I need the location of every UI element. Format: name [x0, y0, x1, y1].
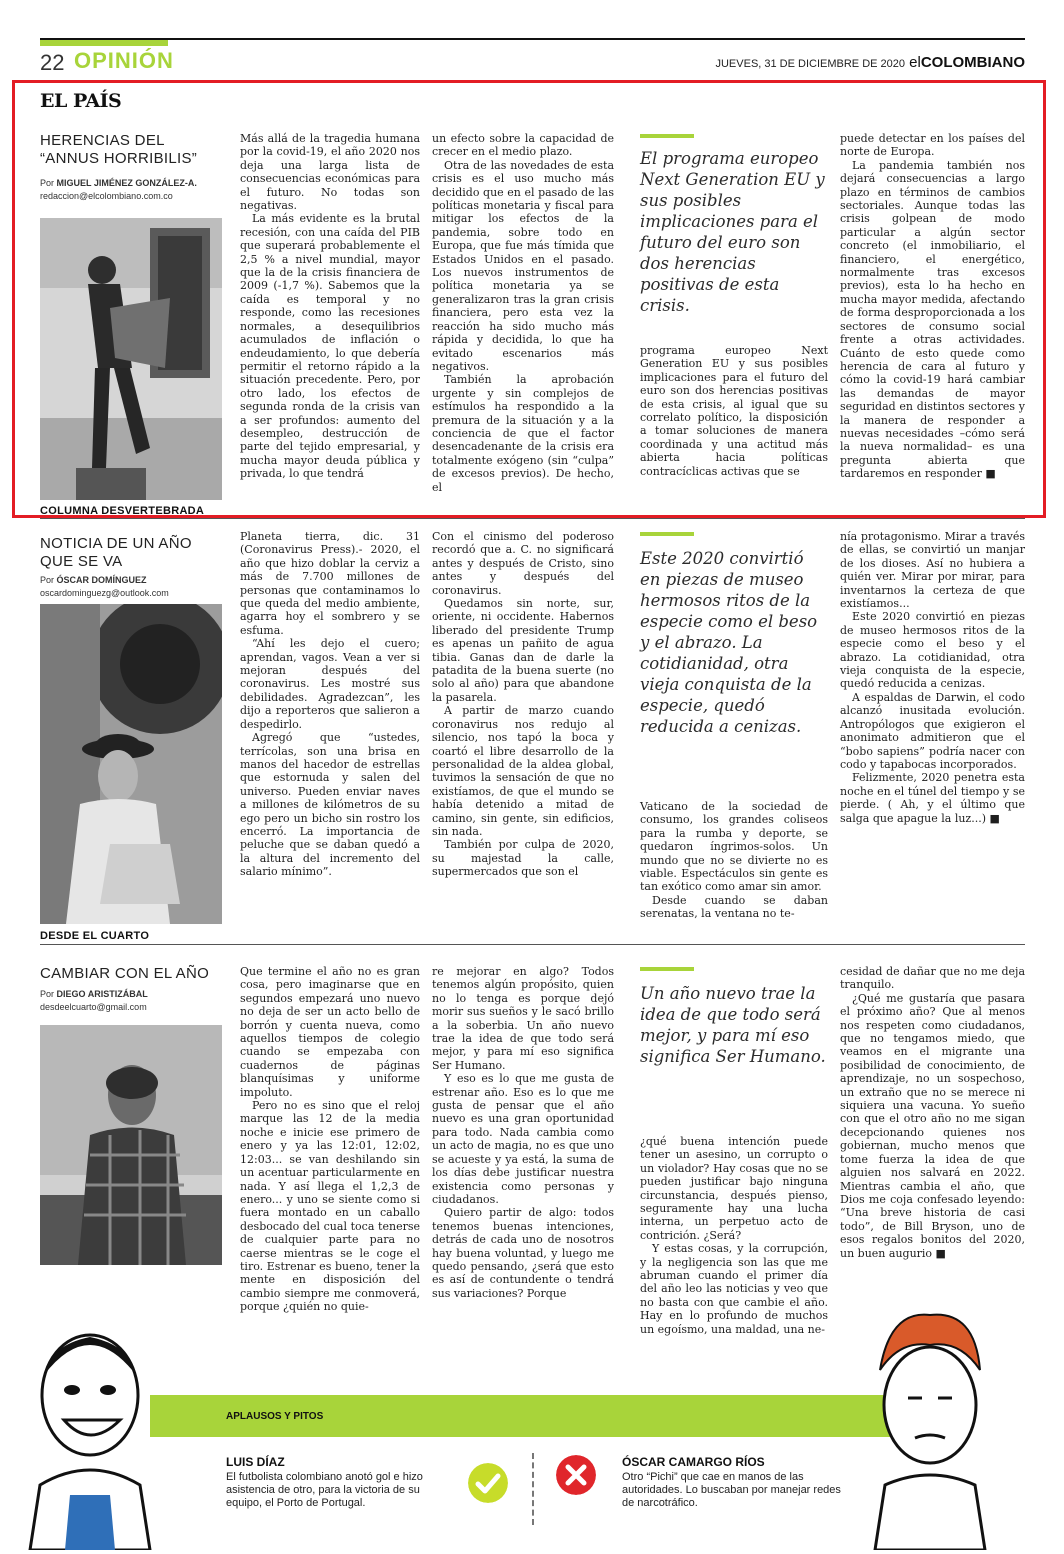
paragraph: ¿Qué me gustaría que pasara el próximo año? Que al menos nos respeten como ciudadanos, que no tengamos miedo, que veamos en el migrante una posibilidad de conocimiento, de aprendizaje, no un sospechoso, un extraño que no se merece ni siquiera una vacuna. Yo sueño con que el otro año no me sigan decepcionando quienes nos gobiernan, mucho menos que tome fuerza la idea de que alguien nos salvará en 2022. Mientras cambia el año, que Dios me coja confesado leyendo: “Una breve historia de casi todo”, de Bill Bryson, uno de esos regalos bonitos del 2020, un buen augurio ■: [840, 991, 1025, 1260]
paragraph: Y estas cosas, y la corrupción, y la negligencia son las que me abruman cuando el primer día del año leo las noticias y veo que no basta con que cambie el año. Hay en lo profundo de muchos un egoísmo, una maldad, una ne-: [640, 1242, 828, 1336]
article-noticia: [40, 530, 1025, 930]
article-column-4: [840, 530, 1025, 825]
article-headline: NOTICIA DE UN AÑO QUE SE VA: [40, 535, 192, 570]
paragraph: Desde cuando se daban serenatas, la ventana no te-: [640, 893, 828, 921]
section-divider: [40, 518, 1025, 519]
paragraph: nía protagonismo. Mirar a través de ellas, se convirtió un manjar de los dioses. Así no hubiera a quién ver. Mirar por mirar, para inventarnos la certeza de que existíamos...: [840, 530, 1025, 611]
column-kicker: DESDE EL CUARTO: [40, 930, 150, 942]
article-byline: [40, 178, 230, 188]
article-column-3: [640, 1135, 828, 1336]
cross-icon: [556, 1455, 596, 1495]
article-column-3: [640, 800, 828, 921]
paragraph: re mejorar en algo? Todos tenemos algún propósito, quien no lo tenga es porque dejó morir sus sueños y le sacó brillo a la soberbia. Un año nuevo trae la idea de que todo será mejor, y para mí eso significa Ser Humano.: [432, 965, 614, 1072]
author-name: MIGUEL JIMÉNEZ GONZÁLEZ-A.: [56, 178, 197, 188]
article-column-2: [432, 132, 614, 494]
column-kicker: COLUMNA DESVERTEBRADA: [40, 505, 205, 517]
pullquote: El programa europeo Next Generation EU y sus posibles implicaciones para el futuro del euro son dos herencias positivas de esta crisis.: [640, 149, 825, 315]
paragraph: Y eso es lo que me gusta de estrenar año. Eso es lo que me gusta de pensar que el año nuevo es una gran oportunidad para todo. Nada cambia como un acto de magia, no es que uno se acueste y ya está, la suma de los días debe justificar nuestra existencia como personas y ciudadanos.: [432, 1072, 614, 1206]
author-email[interactable]: redaccion@elcolombiano.com.co: [40, 191, 173, 201]
author-name: DIEGO ARISTIZÁBAL: [56, 989, 148, 999]
paragraph: ¿qué buena intención puede tener un asesino, un corrupto o un violador? Hay cosas que no se pueden justificar bajo ninguna circunstancia, después pienso, seguramente hay una lucha interna, un perpetuo acto de contrición. ¿Será?: [640, 1135, 828, 1242]
pullquote: Un año nuevo trae la idea de que todo será mejor, y para mí eso significa Ser Humano.: [640, 984, 826, 1066]
newspaper-logo-name: COLOMBIANO: [920, 54, 1025, 71]
pito-name: ÓSCAR CAMARGO RÍOS: [622, 1455, 765, 1469]
aplausos-y-pitos: [0, 1395, 1064, 1554]
author-email[interactable]: desdeelcuarto@gmail.com: [40, 1002, 147, 1012]
article-column-1: [240, 965, 420, 1314]
check-icon: [468, 1463, 508, 1503]
footer-separator: [532, 1453, 534, 1525]
paragraph: También por culpa de 2020, su majestad la calle, supermercados que son el: [432, 838, 614, 879]
masthead: [40, 38, 1025, 74]
issue-date: JUEVES, 31 DE DICIEMBRE DE 2020: [715, 58, 905, 70]
columnist-photo: [40, 604, 222, 924]
paragraph: Que termine el año no es gran cosa, pero imaginarse que en segundos empezará uno nuevo no deja de ser un acto bello de borrón y cuenta nueva, como aquellos tiempos de colegio cuando se empezaba con cuadernos de páginas blanquísimas y uniforme impoluto.: [240, 965, 420, 1099]
pullquote-accent-bar: [640, 532, 694, 536]
paragraph: Este 2020 convirtió en piezas de museo hermosos ritos de la especie como el beso y el abrazo. La cotidianidad, otra vieja conquista de la especie, quedó reducida a cenizas.: [840, 610, 1025, 691]
masthead-accent-bar: [40, 40, 168, 46]
article-herencias: [40, 90, 1025, 510]
paragraph: Pero no es sino que el reloj marque las 12 de la media noche e inicie ese primero de enero y ya las 12:01, 12:02, 12:03... se van deshilando sin un acentuar particularmente en nada. Y así llega el 1,2,3 de enero... y uno se siente como si fuera montado en un caballo desbocado del cual toca tenerse de cualquier parte para no caerse mientras se le coge el tiro. Estrenar es bueno, tener la mente en disposición del cambio siempre me conmoverá, porque ¿quién no quie-: [240, 1099, 420, 1314]
paragraph: programa europeo Next Generation EU y sus posibles implicaciones para el futuro del euro son dos herencias positivas de esta crisis, al igual que su correlato político, la disposición a tomar soluciones de manera coordinada y una actitud más abierta hacia políticas contracíclicas activas que se: [640, 344, 828, 478]
paragraph: Otra de las novedades de esta crisis es el uso mucho más decidido que en el pasado de las políticas monetaria y fiscal para mitigar los efectos de la pandemia, sobre todo en Europa, que fue más tímida que Estados Unidos en el pasado. Los nuevos instrumentos de política monetaria ya se generalizaron tras la gran crisis financiera, pero esta vez la reacción ha sido mucho más rápida y decidida, lo que ha evitado escenarios más negativos.: [432, 158, 614, 373]
oscar-camargo-caricature-icon: [870, 1310, 990, 1550]
footer-title: APLAUSOS Y PITOS: [226, 1411, 324, 1422]
pullquote-accent-bar: [640, 134, 694, 138]
paragraph: La más evidente es la brutal recesión, con una caída del PIB que superará probablemente el 2,5 % a nivel mundial, mayor que la de la crisis financiera de 2009 (-1,7 %). Sabemos que la caída es temporal y no responde, como las recesiones normales, a desequilibrios acumulados de inflación o endeudamiento, lo que debería permitir el retorno rápido a la situación precedente. Pero, por otro lado, los efectos de segunda ronda de la crisis van a ser profundos: aumento del desempleo, destrucción de parte del tejido empresarial, y mucha mayor deuda pública y privada, lo que tendrá: [240, 212, 420, 481]
author-name: ÓSCAR DOMÍNGUEZ: [56, 575, 147, 585]
article-cambiar: [40, 955, 1025, 1365]
paragraph: un efecto sobre la capacidad de crecer en el medio plazo.: [432, 132, 614, 159]
paragraph: Más allá de la tragedia humana por la covid-19, el año 2020 nos deja una larga lista de consecuencias económicas para el futuro. No todas son negativas.: [240, 132, 420, 213]
article-byline: [40, 989, 230, 999]
paragraph: También la aprobación urgente y sin complejos de estímulos ha respondido a la premura de la situación y a la conciencia de que el factor desencadenante de la crisis era totalmente exógeno (sin “culpa” de excesos previos). De hecho, el: [432, 373, 614, 494]
paragraph: Felizmente, 2020 penetra esta noche en el túnel del tiempo y se pierde. ( Ah, y el último que salga que apague la luz...) ■: [840, 771, 1025, 825]
paragraph: Quiero partir de algo: todos tenemos buenas intenciones, detrás de cada uno de nosotros hay buena voluntad, y luego me quedo pensando, ¿será que esto es así de contundente o tendrá sus variaciones? Porque: [432, 1206, 614, 1300]
paragraph: Con el cinismo del poderoso recordó que a. C. no significará antes y después de Cristo, sino antes y después del coronavirus.: [432, 530, 614, 597]
paragraph: La pandemia también nos dejará consecuencias a largo plazo en términos de cambios sectoriales. Aunque todas las crisis golpean de modo particular a algún sector concreto (el inmobiliario, el financiero, el energético, normalmente tras excesos previos), esta lo ha hecho en mucha mayor medida, afectando de forma desproporcionada a los sectores de consumo social frente a otras actividades. Cuánto de esto quede como herencia de cara al futuro y cómo la covid-19 hará cambiar las demandas de mayor seguridad en distintos sectores y la manera de responder a nuevas necesidades –cómo será la nueva normalidad– es una pregunta abierta que tardaremos en responder ■: [840, 158, 1025, 481]
paragraph: A partir de marzo cuando coronavirus nos redujo al silencio, nos tapó la boca y coartó el libre desarrollo de la personalidad de la aldea global, tuvimos la sensación de que no existíamos, de que el mundo se había detenido a mitad de camino, sin gente, sin edificios, sin nada.: [432, 704, 614, 838]
paragraph: “Ahí les dejo el cuero; aprendan, vagos. Vean a ver si mejoran después del coronavirus. Les mostré sus debilidades. Agradezcan”, les dijo a reporteros que salieron a despedirlo.: [240, 637, 420, 731]
aplauso-description: El futbolista colombiano anotó gol e hizo asistencia de otro, para la victoria de su equipo, el Porto de Portugal.: [226, 1471, 423, 1509]
paragraph: Quedamos sin norte, sur, oriente, ni occidente. Habernos liberado del presidente Trump es apenas un pañito de agua tibia. Ganas dan de darle la patadita de la buena suerte (no solo al año) para que abandone la pasarela.: [432, 597, 614, 704]
byline-prefix: Por: [40, 575, 55, 585]
aplauso-name: LUIS DÍAZ: [226, 1455, 285, 1469]
paragraph: puede detectar en los países del norte de Europa.: [840, 132, 1025, 159]
byline-prefix: Por: [40, 989, 55, 999]
statue-image-icon: [40, 218, 222, 500]
article-column-4: [840, 132, 1025, 481]
paragraph: Vaticano de la sociedad de consumo, los grandes coliseos para la rumba y deporte, se quedaron íngrimos-solos. Un mundo que no se divierte no es viable. Espectáculos sin gente es tan exótico como amar sin amor.: [640, 800, 828, 894]
paragraph: cesidad de dañar que no me deja tranquilo.: [840, 965, 1025, 992]
article-column-3: [640, 344, 828, 478]
page-number: 22: [40, 50, 65, 75]
section-divider: [40, 944, 1025, 945]
author-email[interactable]: oscardominguezg@outlook.com: [40, 588, 169, 598]
article-column-4: [840, 965, 1025, 1260]
article-headline: CAMBIAR CON EL AÑO: [40, 965, 210, 982]
paragraph: Planeta tierra, dic. 31 (Coronavirus Press).- 2020, el año que hizo doblar la cerviz a más de 7.700 millones de personas que contaminamos lo que queda del medio ambiente, agarra hoy el sombrero y se esfuma.: [240, 530, 420, 637]
pullquote-accent-bar: [640, 967, 694, 971]
article-column-1: [240, 132, 420, 481]
article-column-2: [432, 965, 614, 1300]
paragraph: Agregó que “ustedes, terrícolas, son una brisa en manos del hacedor de estrellas que estornuda y salen del universo. Pueden enviar naves a millones de kilómetros de su ego pero un bicho sin rostro los encerró. La importancia de peluche que se daban quedó a la altura del incremento del salario mínimo”.: [240, 731, 420, 879]
newspaper-logo: [909, 54, 1025, 71]
section-title: OPINIÓN: [74, 48, 174, 73]
article-column-2: [432, 530, 614, 879]
statue-photo: [40, 218, 222, 500]
article-byline: [40, 575, 230, 585]
columnist-image-icon: [40, 1025, 222, 1265]
pito-description: Otro “Pichi” que cae en manos de las autoridades. Lo buscaban por manejar redes de narcotráfico.: [622, 1471, 841, 1509]
columnist-photo: [40, 1025, 222, 1265]
paragraph: A espaldas de Darwin, el codo alcanzó inusitada evolución. Antropólogos que exigieron el anonimato admitieron que el “bobo sapiens” podría nacer con codo y tapabocas incorporados.: [840, 690, 1025, 771]
article-column-1: [240, 530, 420, 879]
luis-diaz-caricature-icon: [20, 1305, 160, 1550]
article-headline: HERENCIAS DEL “ANNUS HORRIBILIS”: [40, 132, 198, 167]
el-pais-logo: EL PAÍS: [40, 90, 122, 112]
newspaper-logo-prefix: el: [909, 54, 921, 71]
columnist-image-icon: [40, 604, 222, 924]
pullquote: Este 2020 convirtió en piezas de museo hermosos ritos de la especie como el beso y el abrazo. La cotidianidad, otra vieja conquista de la especie, quedó reducida a cenizas.: [640, 549, 818, 736]
byline-prefix: Por: [40, 178, 55, 188]
